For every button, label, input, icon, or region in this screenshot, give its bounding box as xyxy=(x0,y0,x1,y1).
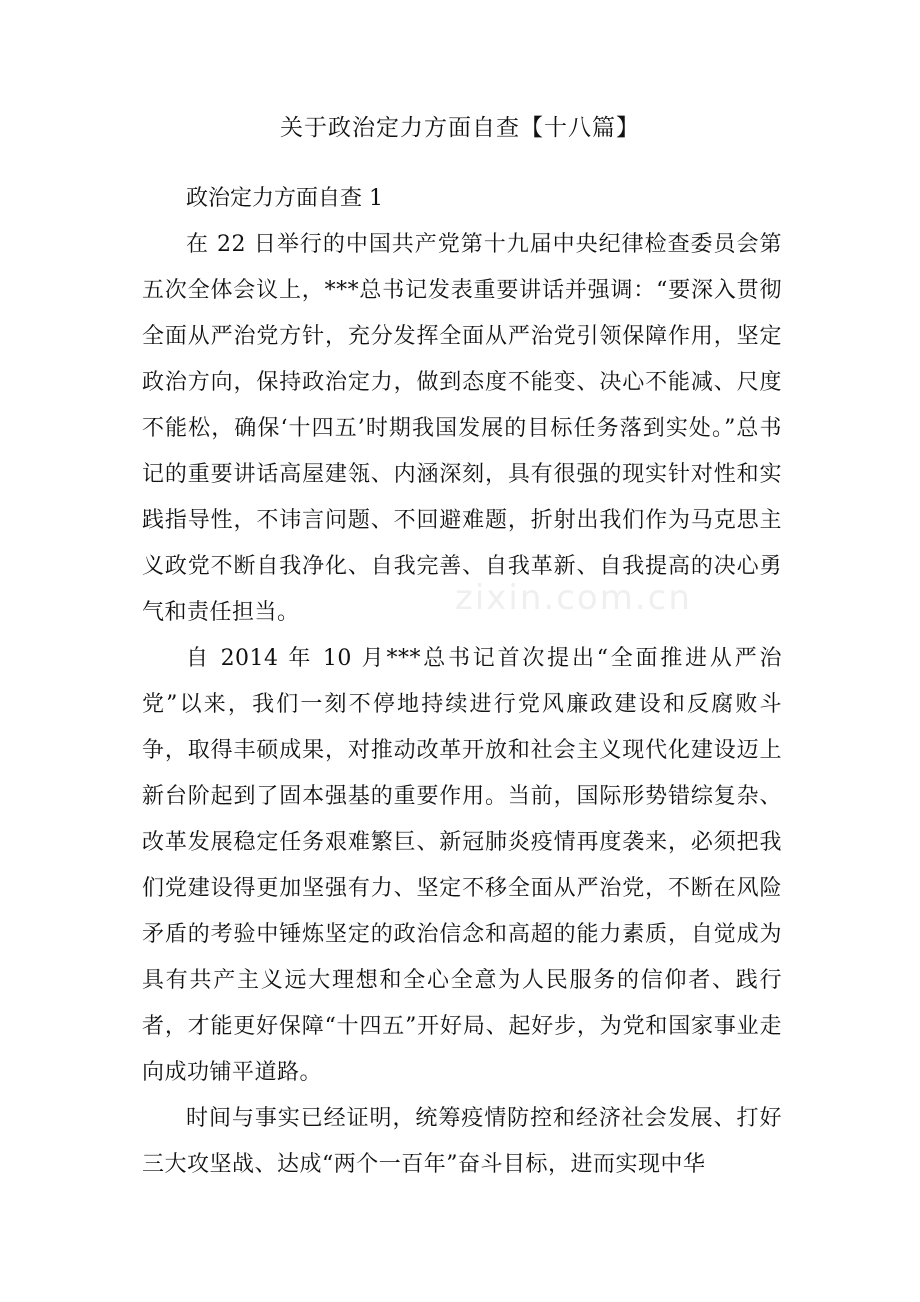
document-title: 关于政治定力方面自查【十八篇】 xyxy=(280,115,640,141)
paragraph-3: 时间与事实已经证明，统筹疫情防控和经济社会发展、打好三大攻坚战、达成“两个一百年”奋斗目标，进而实现中华 xyxy=(142,1106,782,1177)
paragraph-1: 在 22 日举行的中国共产党第十九届中央纪律检查委员会第五次全体会议上，***总书记发表重要讲话并强调：“要深入贯彻全面从严治党方针，充分发挥全面从严治党引领保障作用，坚定政治方向，保持政治定力，做到态度不能变、决心不能减、尺度不能松，确保‘十四五’时期我国发展的目标任务落到实处。”总书记的重要讲话高屋建瓴、内涵深刻，具有很强的现实针对性和实践指导性，不讳言问题、不回避难题，折射出我们作为马克思主义政党不断自我净化、自我完善、自我革新、自我提高的决心勇气和责任担当。 xyxy=(142,232,782,625)
section-heading: 政治定力方面自查 1 xyxy=(186,186,383,211)
paragraph-2: 自 2014 年 10 月***总书记首次提出“全面推进从严治党”以来，我们一刻不停地持续进行党风廉政建设和反腐败斗争，取得丰硕成果，对推动改革开放和社会主义现代化建设迈上新台阶起到了固本强基的重要作用。当前，国际形势错综复杂、改革发展稳定任务艰难繁巨、新冠肺炎疫情再度袭来，必须把我们党建设得更加坚强有力、坚定不移全面从严治党，不断在风险矛盾的考验中锤炼坚定的政治信念和高超的能力素质，自觉成为具有共产主义远大理想和全心全意为人民服务的信仰者、践行者，才能更好保障“十四五”开好局、起好步，为党和国家事业走向成功铺平道路。 xyxy=(142,646,782,1085)
document-body xyxy=(142,176,782,1188)
watermark: zixin.com.cn xyxy=(455,578,692,618)
